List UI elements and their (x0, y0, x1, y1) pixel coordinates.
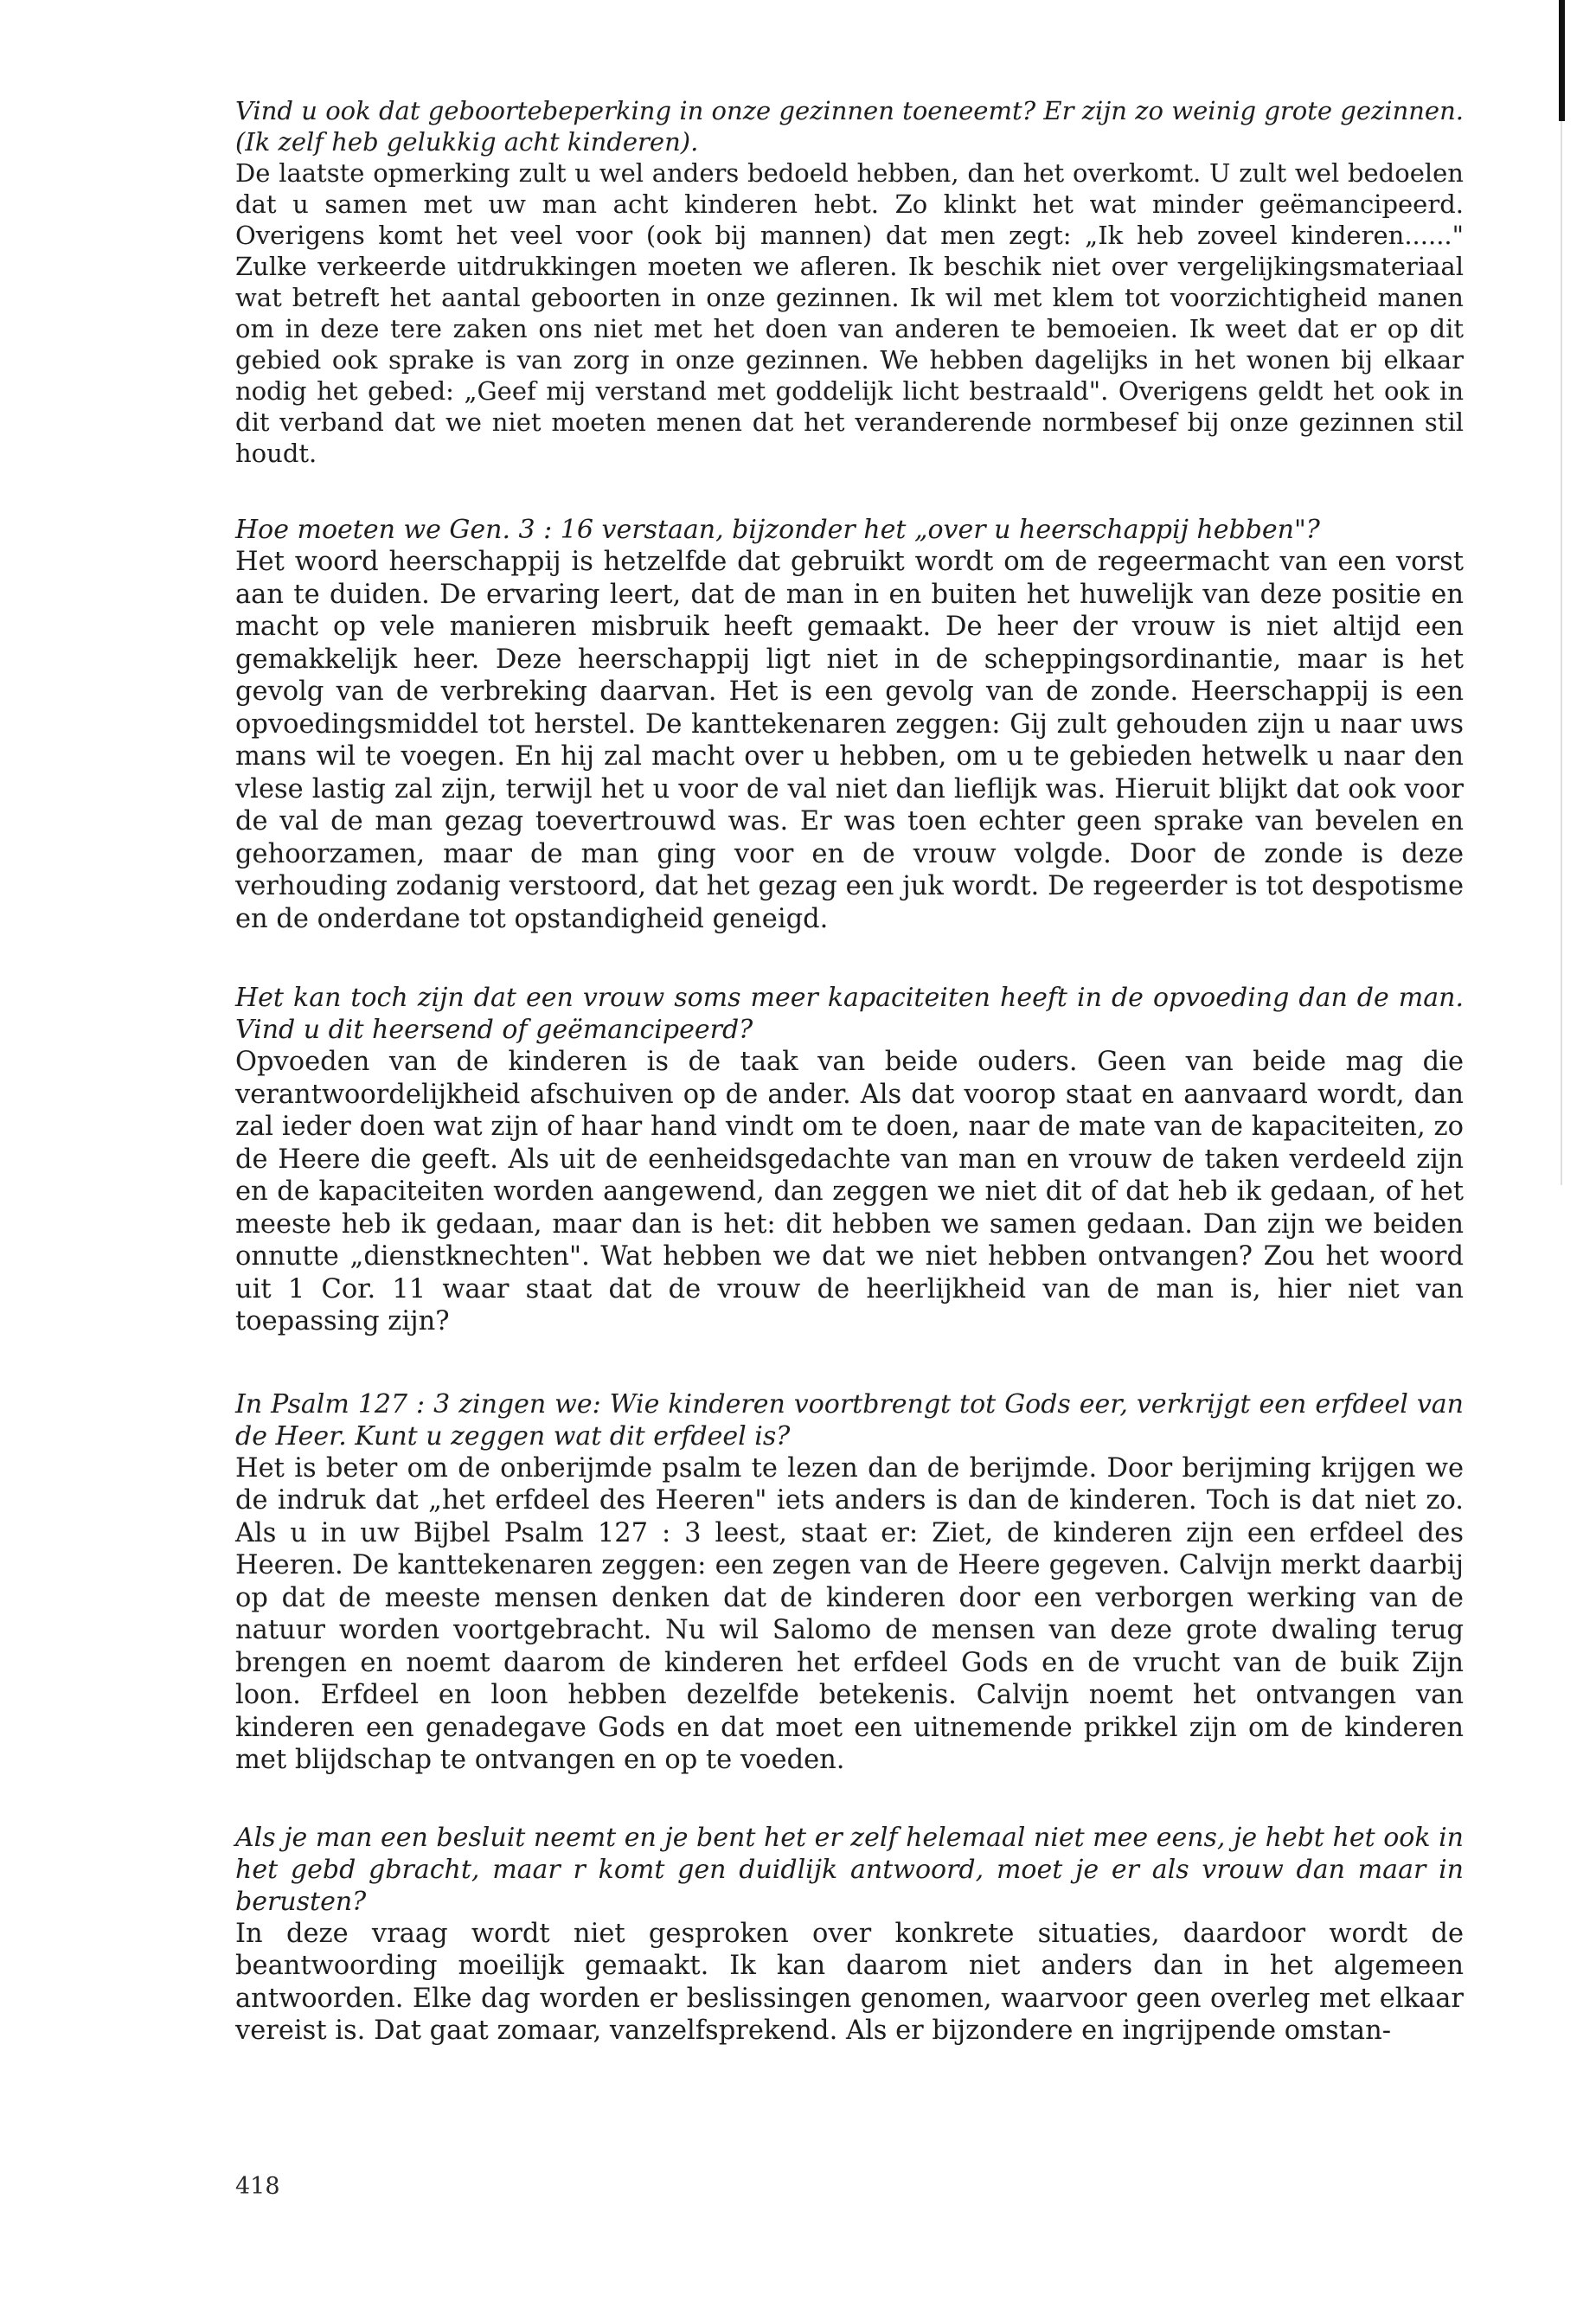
page-edge-shadow (1561, 121, 1562, 1185)
question-5: Als je man een besluit neemt en je bent het er zelf helemaal niet mee eens, je hebt het ook in het gebd gbracht, maar r komt gen duidlijk antwoord, moet je er als vrouw dan maar in berusten? (235, 1822, 1464, 1917)
question-2: Hoe moeten we Gen. 3 : 16 verstaan, bijzonder het „over u heerschappij hebben"? (235, 515, 1320, 545)
qa-block-2 (235, 514, 1464, 935)
answer-3: Opvoeden van de kinderen is de taak van beide ouders. Geen van beide mag die verantwoordelijkheid afschuiven op de ander. Als dat voorop staat en aanvaard wordt, dan zal ieder doen wat zijn of haar hand vindt om te doen, naar de mate van de kapaciteiten, zo de Heere die geeft. Als uit de eenheidsgedachte van man en vrouw de taken verdeeld zijn en de kapaciteiten worden aangewend, dan zeggen we niet dit of dat heb ik gedaan, of het meeste heb ik gedaan, maar dan is het: dit hebben we samen gedaan. Dan zijn we beiden onnutte „dienstknechten". Wat hebben we dat we niet hebben ontvangen? Zou het woord uit 1 Cor. 11 waar staat dat de vrouw de heerlijkheid van de man is, hier niet van toepassing zijn? (235, 1047, 1464, 1336)
answer-4: Het is beter om de onberijmde psalm te lezen dan de berijmde. Door berijming krijgen we de indruk dat „het erfdeel des Heeren" iets anders is dan de kinderen. Toch is dat niet zo. Als u in uw Bijbel Psalm 127 : 3 leest, staat er: Ziet, de kinderen zijn een erfdeel des Heeren. De kanttekenaren zeggen: een zegen van de Heere gegeven. Calvijn merkt daarbij op dat de meeste mensen denken dat de kinderen door een verborgen werking van de natuur worden voortgebracht. Nu wil Salomo de mensen van deze grote dwaling terug brengen en noemt daarom de kinderen het erfdeel Gods en de vrucht van de buik Zijn loon. Erfdeel en loon hebben dezelfde betekenis. Calvijn noemt het ontvangen van kinderen een genadegave Gods en dat moet een uitnemende prikkel zijn om de kinderen met blijdschap te ontvangen en op te voeden. (235, 1452, 1464, 1775)
article-column (235, 95, 1464, 2048)
question-3: Het kan toch zijn dat een vrouw soms meer kapaciteiten heeft in de opvoeding dan de man. Vind u dit heersend of geëmancipeerd? (235, 983, 1464, 1045)
question-1: Vind u ook dat geboortebeperking in onze gezinnen toeneemt? Er zijn zo weinig grote gezinnen. (Ik zelf heb gelukkig acht kinderen). (235, 96, 1464, 157)
qa-block-5 (235, 1822, 1464, 2048)
page-number: 418 (235, 2173, 280, 2200)
qa-block-3 (235, 982, 1464, 1338)
page-edge-rule (1559, 0, 1565, 121)
qa-block-1 (235, 95, 1464, 469)
answer-1: De laatste opmerking zult u wel anders bedoeld hebben, dan het overkomt. U zult wel bedoelen dat u samen met uw man acht kinderen hebt. Zo klinkt het wat minder geëmancipeerd. Overigens komt het veel voor (ook bij mannen) dat men zegt: „Ik heb zoveel kinderen......" Zulke verkeerde uitdrukkingen moeten we afleren. Ik beschik niet over vergelijkingsmateriaal wat betreft het aantal geboorten in onze gezinnen. Ik wil met klem tot voorzichtigheid manen om in deze tere zaken ons niet met het doen van anderen te bemoeien. Ik weet dat er op dit gebied ook sprake is van zorg in onze gezinnen. We hebben dagelijks in het wonen bij elkaar nodig het gebed: „Geef mij verstand met goddelijk licht bestraald". Overigens geldt het ook in dit verband dat we niet moeten menen dat het veranderende normbesef bij onze gezinnen stil houdt. (235, 158, 1464, 468)
answer-2: Het woord heerschappij is hetzelfde dat gebruikt wordt om de regeermacht van een vorst aan te duiden. De ervaring leert, dat de man in en buiten het huwelijk van deze positie en macht op vele manieren misbruik heeft gemaakt. De heer der vrouw is niet altijd een gemakkelijk heer. Deze heerschappij ligt niet in de scheppingsordinantie, maar is het gevolg van de verbreking daarvan. Het is een gevolg van de zonde. Heerschappij is een opvoedingsmiddel tot herstel. De kanttekenaren zeggen: Gij zult gehouden zijn u naar uws mans wil te voegen. En hij zal macht over u hebben, om u te gebieden hetwelk u naar den vlese lastig zal zijn, terwijl het u voor de val niet dan lieflijk was. Hieruit blijkt dat ook voor de val de man gezag toevertrouwd was. Er was toen echter geen sprake van bevelen en gehoorzamen, maar de man ging voor en de vrouw volgde. Door de zonde is deze verhouding zodanig verstoord, dat het gezag een juk wordt. De regeerder is tot despotisme en de onderdane tot opstandigheid geneigd. (235, 547, 1464, 934)
question-4: In Psalm 127 : 3 zingen we: Wie kinderen voortbrengt tot Gods eer, verkrijgt een erfdeel van de Heer. Kunt u zeggen wat dit erfdeel is? (235, 1388, 1464, 1452)
answer-5: In deze vraag wordt niet gesproken over konkrete situaties, daardoor wordt de beantwoording moeilijk gemaakt. Ik kan daarom niet anders dan in het algemeen antwoorden. Elke dag worden er beslissingen genomen, waarvoor geen overleg met elkaar vereist is. Dat gaat zomaar, vanzelfsprekend. Als er bijzondere en ingrijpende omstan- (235, 1918, 1464, 2046)
qa-block-4 (235, 1388, 1464, 1777)
